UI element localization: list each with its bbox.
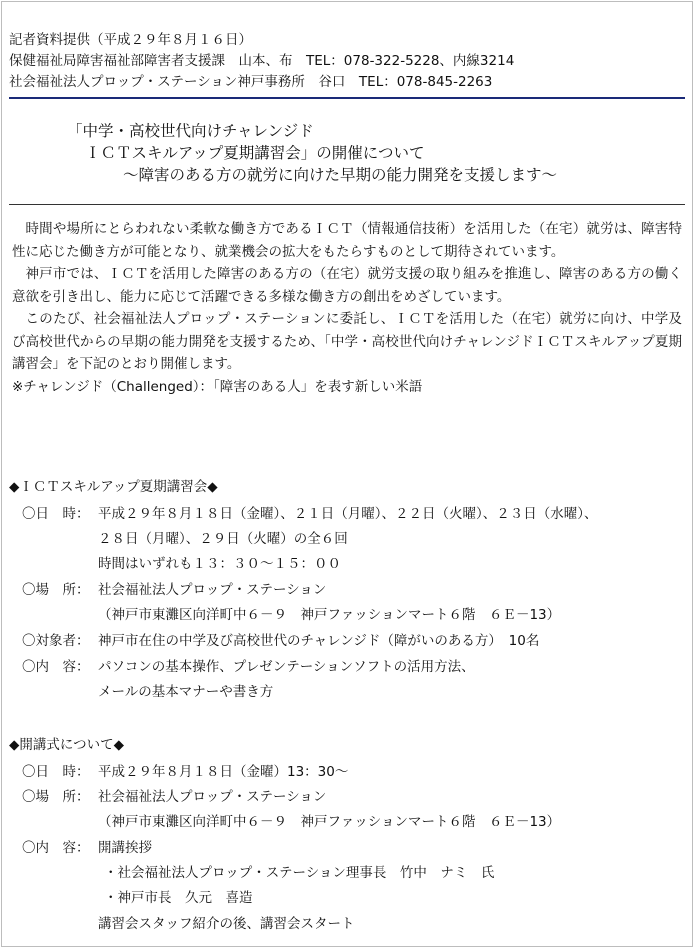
greeting-mayor: ・神戸市長 久元 喜造 — [104, 890, 253, 906]
ceremony-content-value: 開講挨拶 — [98, 840, 152, 856]
ceremony-content-label: 〇内 容： — [22, 840, 90, 856]
document-title — [55, 120, 655, 186]
ceremony-date-label: 〇日 時： — [22, 764, 90, 780]
ceremony-date-value: 平成２９年８月１８日（金曜）13：30～ — [98, 764, 349, 780]
challenged-footnote: ※チャレンジド（Challenged）：「障害のある人」を表す新しい米語 — [12, 378, 423, 395]
course-place-row — [22, 580, 326, 600]
section-opening-ceremony-heading: ◆開講式について◆ — [9, 737, 124, 753]
title-subtitle: ～障害のある方の就労に向けた早期の能力開発を支援します～ — [123, 166, 558, 184]
course-content-value: パソコンの基本操作、プレゼンテーションソフトの活用方法、 — [98, 659, 475, 675]
ceremony-place-row — [22, 787, 326, 807]
ceremony-place-label: 〇場 所： — [22, 789, 90, 805]
intro-paragraph-3: このたび、社会福祉法人プロップ・ステーションに委託し、ＩＣＴを活用した（在宅）就労に向け、中学及び高校世代からの早期の能力開発を支援するため、「中学・高校世代向けチャレンジドＩＣＴスキルアップ夏期講習会」を下記のとおり開催します。 — [12, 311, 682, 372]
ceremony-address: （神戸市東灘区向洋町中６－９ 神戸ファッションマート６階 ６Ｅ－13） — [98, 814, 561, 830]
course-date-continued: ２８日（月曜）、２９日（火曜）の全６回 — [98, 531, 348, 547]
section-ict-course-heading: ◆ＩＣＴスキルアップ夏期講習会◆ — [9, 479, 218, 495]
course-content-row — [22, 657, 475, 677]
course-target-label: 〇対象者： — [22, 633, 90, 649]
course-time: 時間はいずれも１３：３０～１５：００ — [98, 556, 341, 572]
intro-paragraph-2: 神戸市では、ＩＣＴを活用した障害のある方の（在宅）就労支援の取り組みを推進し、障害のある方の働く意欲を引き出し、能力に応じて活躍できる多様な働き方の創出をめざしています。 — [12, 266, 682, 305]
course-target-row — [22, 631, 539, 651]
ceremony-closing-note: 講習会スタッフ紹介の後、講習会スタート — [98, 916, 355, 932]
course-address: （神戸市東灘区向洋町中６－９ 神戸ファッションマート６階 ６Ｅ－13） — [98, 607, 561, 623]
header-divider — [9, 97, 685, 99]
contact-city-office: 保健福祉局障害福祉部障害者支援課 山本、布 TEL：078-322-5228、内線3214 — [9, 53, 515, 69]
ceremony-date-row — [22, 762, 348, 782]
title-line-2: ＩＣＴスキルアップ夏期講習会」の開催について — [85, 144, 425, 162]
course-date-row — [22, 504, 598, 524]
course-target-value: 神戸市在住の中学及び高校世代のチャレンジド（障がいのある方） 10名 — [98, 633, 540, 649]
course-place-label: 〇場 所： — [22, 582, 90, 598]
ceremony-content-row — [22, 838, 152, 858]
title-line-1: 「中学・高校世代向けチャレンジド — [67, 122, 314, 140]
contact-prop-station: 社会福祉法人プロップ・ステーション神戸事務所 谷口 TEL：078-845-2263 — [9, 74, 493, 90]
press-release-date: 記者資料提供（平成２９年８月１６日） — [9, 32, 252, 48]
title-divider — [9, 204, 685, 205]
greeting-chairperson: ・社会福祉法人プロップ・ステーション理事長 竹中 ナミ 氏 — [104, 865, 495, 881]
course-date-value: 平成２９年８月１８日（金曜）、２１日（月曜）、２２日（火曜）、２３日（水曜）、 — [98, 506, 598, 522]
intro-paragraph-1: 時間や場所にとらわれない柔軟な働き方であるＩＣＴ（情報通信技術）を活用した（在宅）就労は、障害特性に応じた働き方が可能となり、就業機会の拡大をもたらすものとして期待されています。 — [12, 221, 682, 260]
course-content-continued: メールの基本マナーや書き方 — [98, 684, 274, 700]
course-place-value: 社会福祉法人プロップ・ステーション — [98, 582, 327, 598]
intro-body — [12, 218, 682, 398]
course-content-label: 〇内 容： — [22, 659, 90, 675]
ceremony-place-value: 社会福祉法人プロップ・ステーション — [98, 789, 327, 805]
course-date-label: 〇日 時： — [22, 506, 90, 522]
